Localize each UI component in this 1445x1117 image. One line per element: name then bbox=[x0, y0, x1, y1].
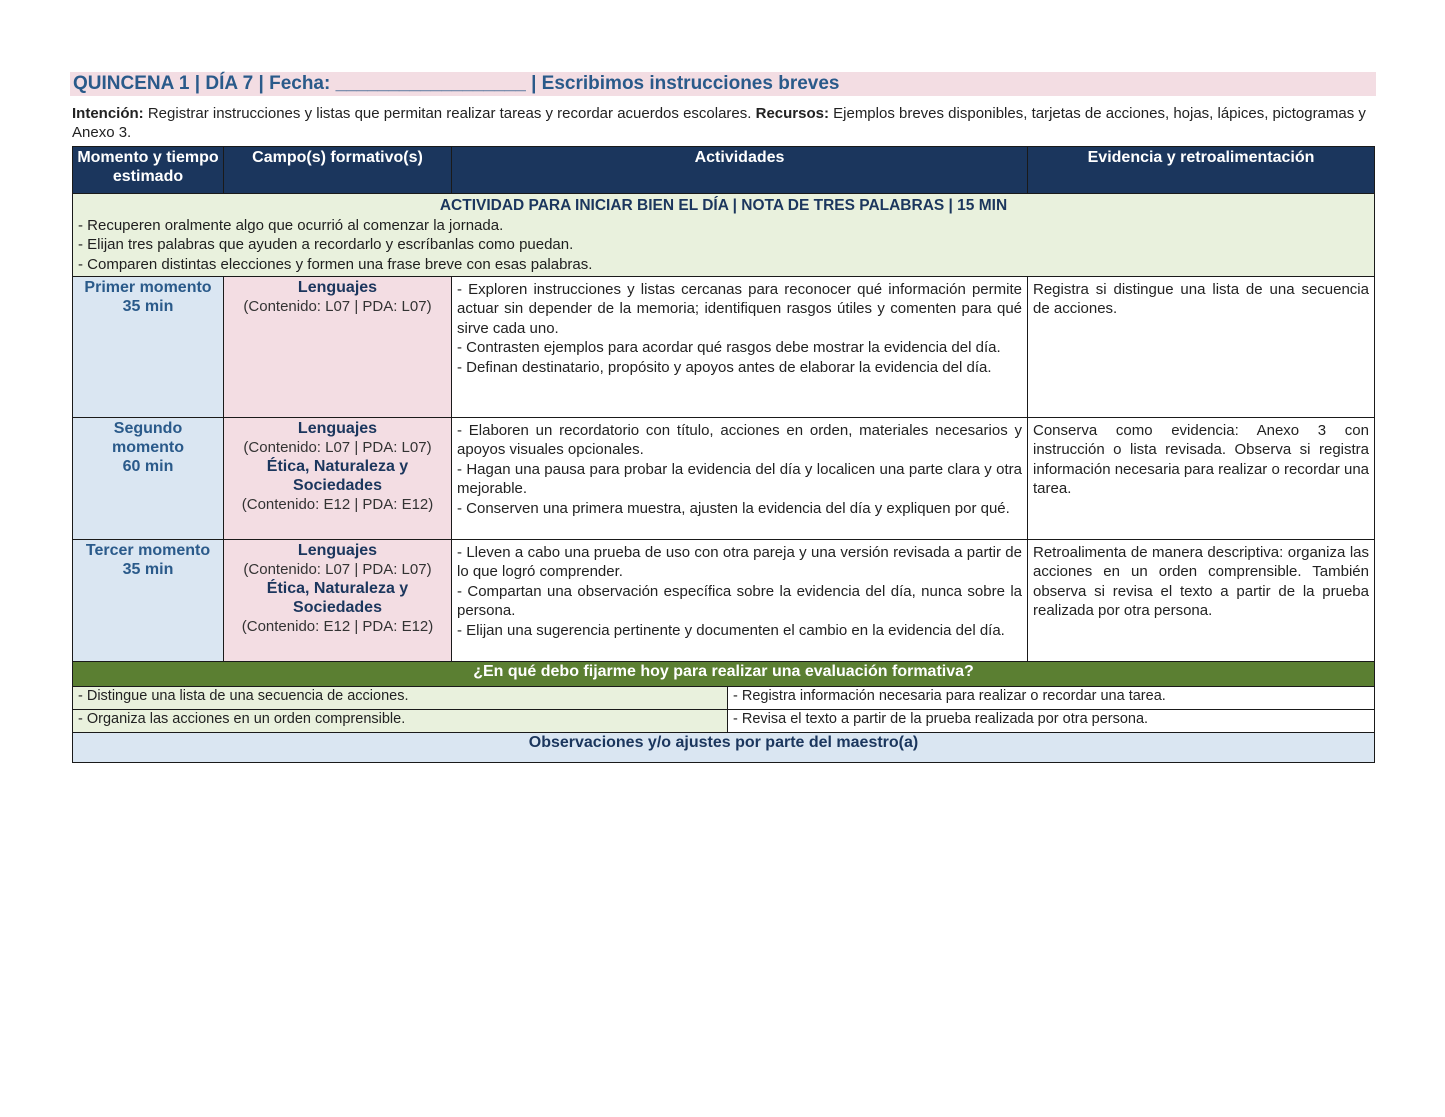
formative-header: ¿En qué debo fijarme hoy para realizar una evaluación formativa? bbox=[73, 662, 1375, 687]
moment-name: Primer momento bbox=[84, 279, 212, 296]
criterion: - Revisa el texto a partir de la prueba realizada por otra persona. bbox=[728, 710, 1375, 733]
campo-name: Ética, Naturaleza y Sociedades bbox=[266, 580, 409, 616]
campo-pda: (Contenido: L07 | PDA: L07) bbox=[243, 561, 432, 578]
moment-row bbox=[73, 540, 1375, 662]
activities-cell bbox=[452, 418, 1028, 540]
moment-name: Tercer momento bbox=[85, 542, 211, 559]
observations-row bbox=[73, 733, 1375, 763]
campo-pda: (Contenido: E12 | PDA: E12) bbox=[241, 496, 434, 513]
campo-name: Lenguajes bbox=[297, 420, 378, 437]
moment-cell bbox=[73, 277, 224, 418]
moment-name: Segundo momento bbox=[112, 420, 184, 456]
activities-cell bbox=[452, 277, 1028, 418]
activity-item: - Conserven una primera muestra, ajusten la evidencia del día y expliquen por qué. bbox=[457, 499, 1010, 517]
page-title: QUINCENA 1 | DÍA 7 | Fecha: __________________ | Escribimos instrucciones breves bbox=[70, 72, 1376, 96]
observations-header: Observaciones y/o ajustes por parte del maestro(a) bbox=[73, 733, 1375, 763]
start-activity-line: - Elijan tres palabras que ayuden a recordarlo y escríbanlas como puedan. bbox=[78, 236, 574, 253]
start-activity-line: - Recuperen oralmente algo que ocurrió al comenzar la jornada. bbox=[78, 216, 504, 234]
activity-item: - Elijan una sugerencia pertinente y documenten el cambio en la evidencia del día. bbox=[457, 621, 1005, 639]
moment-row bbox=[73, 418, 1375, 540]
header-campo: Campo(s) formativo(s) bbox=[224, 147, 452, 194]
intent-label: Intención: bbox=[72, 105, 144, 122]
start-activity-line: - Comparen distintas elecciones y formen una frase breve con esas palabras. bbox=[78, 255, 593, 273]
activity-item: - Contrasten ejemplos para acordar qué rasgos debe mostrar la evidencia del día. bbox=[457, 339, 1001, 357]
criterion: - Registra información necesaria para realizar o recordar una tarea. bbox=[728, 687, 1375, 710]
plan-table bbox=[72, 146, 1375, 763]
moment-time: 60 min bbox=[122, 458, 174, 475]
criterion: - Organiza las acciones en un orden comprensible. bbox=[73, 710, 728, 733]
start-activity-title: ACTIVIDAD PARA INICIAR BIEN EL DÍA | NOTA DE TRES PALABRAS | 15 MIN bbox=[439, 197, 1008, 214]
campo-pda: (Contenido: L07 | PDA: L07) bbox=[243, 439, 432, 456]
moment-time: 35 min bbox=[122, 298, 174, 315]
formative-header-row bbox=[73, 662, 1375, 687]
resources-label: Recursos: bbox=[755, 105, 829, 122]
activities-cell bbox=[452, 540, 1028, 662]
evidence-cell: Retroalimenta de manera descriptiva: organiza las acciones en un orden comprensible. También observa si revisa el texto a partir de la prueba realizada por otra persona. bbox=[1028, 540, 1375, 662]
moment-row bbox=[73, 277, 1375, 418]
moment-time: 35 min bbox=[122, 561, 174, 578]
campo-pda: (Contenido: L07 | PDA: L07) bbox=[243, 298, 432, 315]
criterion: - Distingue una lista de una secuencia de acciones. bbox=[73, 687, 728, 710]
resources-text: Ejemplos breves disponibles, tarjetas de acciones, hojas, lápices, pictogramas y Anexo 3. bbox=[72, 105, 1366, 141]
header-row bbox=[73, 147, 1375, 194]
criteria-row bbox=[73, 710, 1375, 733]
header-moment: Momento y tiempo estimado bbox=[73, 147, 224, 194]
activity-item: - Compartan una observación específica sobre la evidencia del día, nunca sobre la persona. bbox=[457, 582, 1022, 620]
criteria-row bbox=[73, 687, 1375, 710]
campo-name: Lenguajes bbox=[297, 279, 378, 296]
intent-paragraph bbox=[72, 104, 1376, 142]
start-activity-row bbox=[73, 194, 1375, 277]
campo-name: Ética, Naturaleza y Sociedades bbox=[266, 458, 409, 494]
activity-item: - Exploren instrucciones y listas cercanas para reconocer qué información permite actuar sin depender de la memoria; identifiquen rasgos útiles y comenten para qué sirve cada uno. bbox=[457, 281, 1022, 337]
activity-item: - Elaboren un recordatorio con título, acciones en orden, materiales necesarios y apoyos visuales opcionales. bbox=[457, 422, 1022, 459]
activity-item: - Lleven a cabo una prueba de uso con otra pareja y una versión revisada a partir de lo que logró comprender. bbox=[457, 544, 1022, 581]
header-activities: Actividades bbox=[452, 147, 1028, 194]
moment-cell bbox=[73, 540, 224, 662]
activity-item: - Definan destinatario, propósito y apoyos antes de elaborar la evidencia del día. bbox=[457, 358, 992, 376]
campo-cell bbox=[224, 540, 452, 662]
evidence-cell: Registra si distingue una lista de una secuencia de acciones. bbox=[1028, 277, 1375, 418]
campo-name: Lenguajes bbox=[297, 542, 378, 559]
start-activity-cell bbox=[73, 194, 1375, 277]
intent-text: Registrar instrucciones y listas que permitan realizar tareas y recordar acuerdos escolares. bbox=[143, 105, 756, 122]
activity-item: - Hagan una pausa para probar la evidencia del día y localicen una parte clara y otra mejorable. bbox=[457, 460, 1022, 498]
evidence-cell: Conserva como evidencia: Anexo 3 con instrucción o lista revisada. Observa si registra información necesaria para realizar o recordar una tarea. bbox=[1028, 418, 1375, 540]
campo-cell bbox=[224, 418, 452, 540]
campo-pda: (Contenido: E12 | PDA: E12) bbox=[241, 618, 434, 635]
header-evidence: Evidencia y retroalimentación bbox=[1028, 147, 1375, 194]
moment-cell bbox=[73, 418, 224, 540]
campo-cell bbox=[224, 277, 452, 418]
